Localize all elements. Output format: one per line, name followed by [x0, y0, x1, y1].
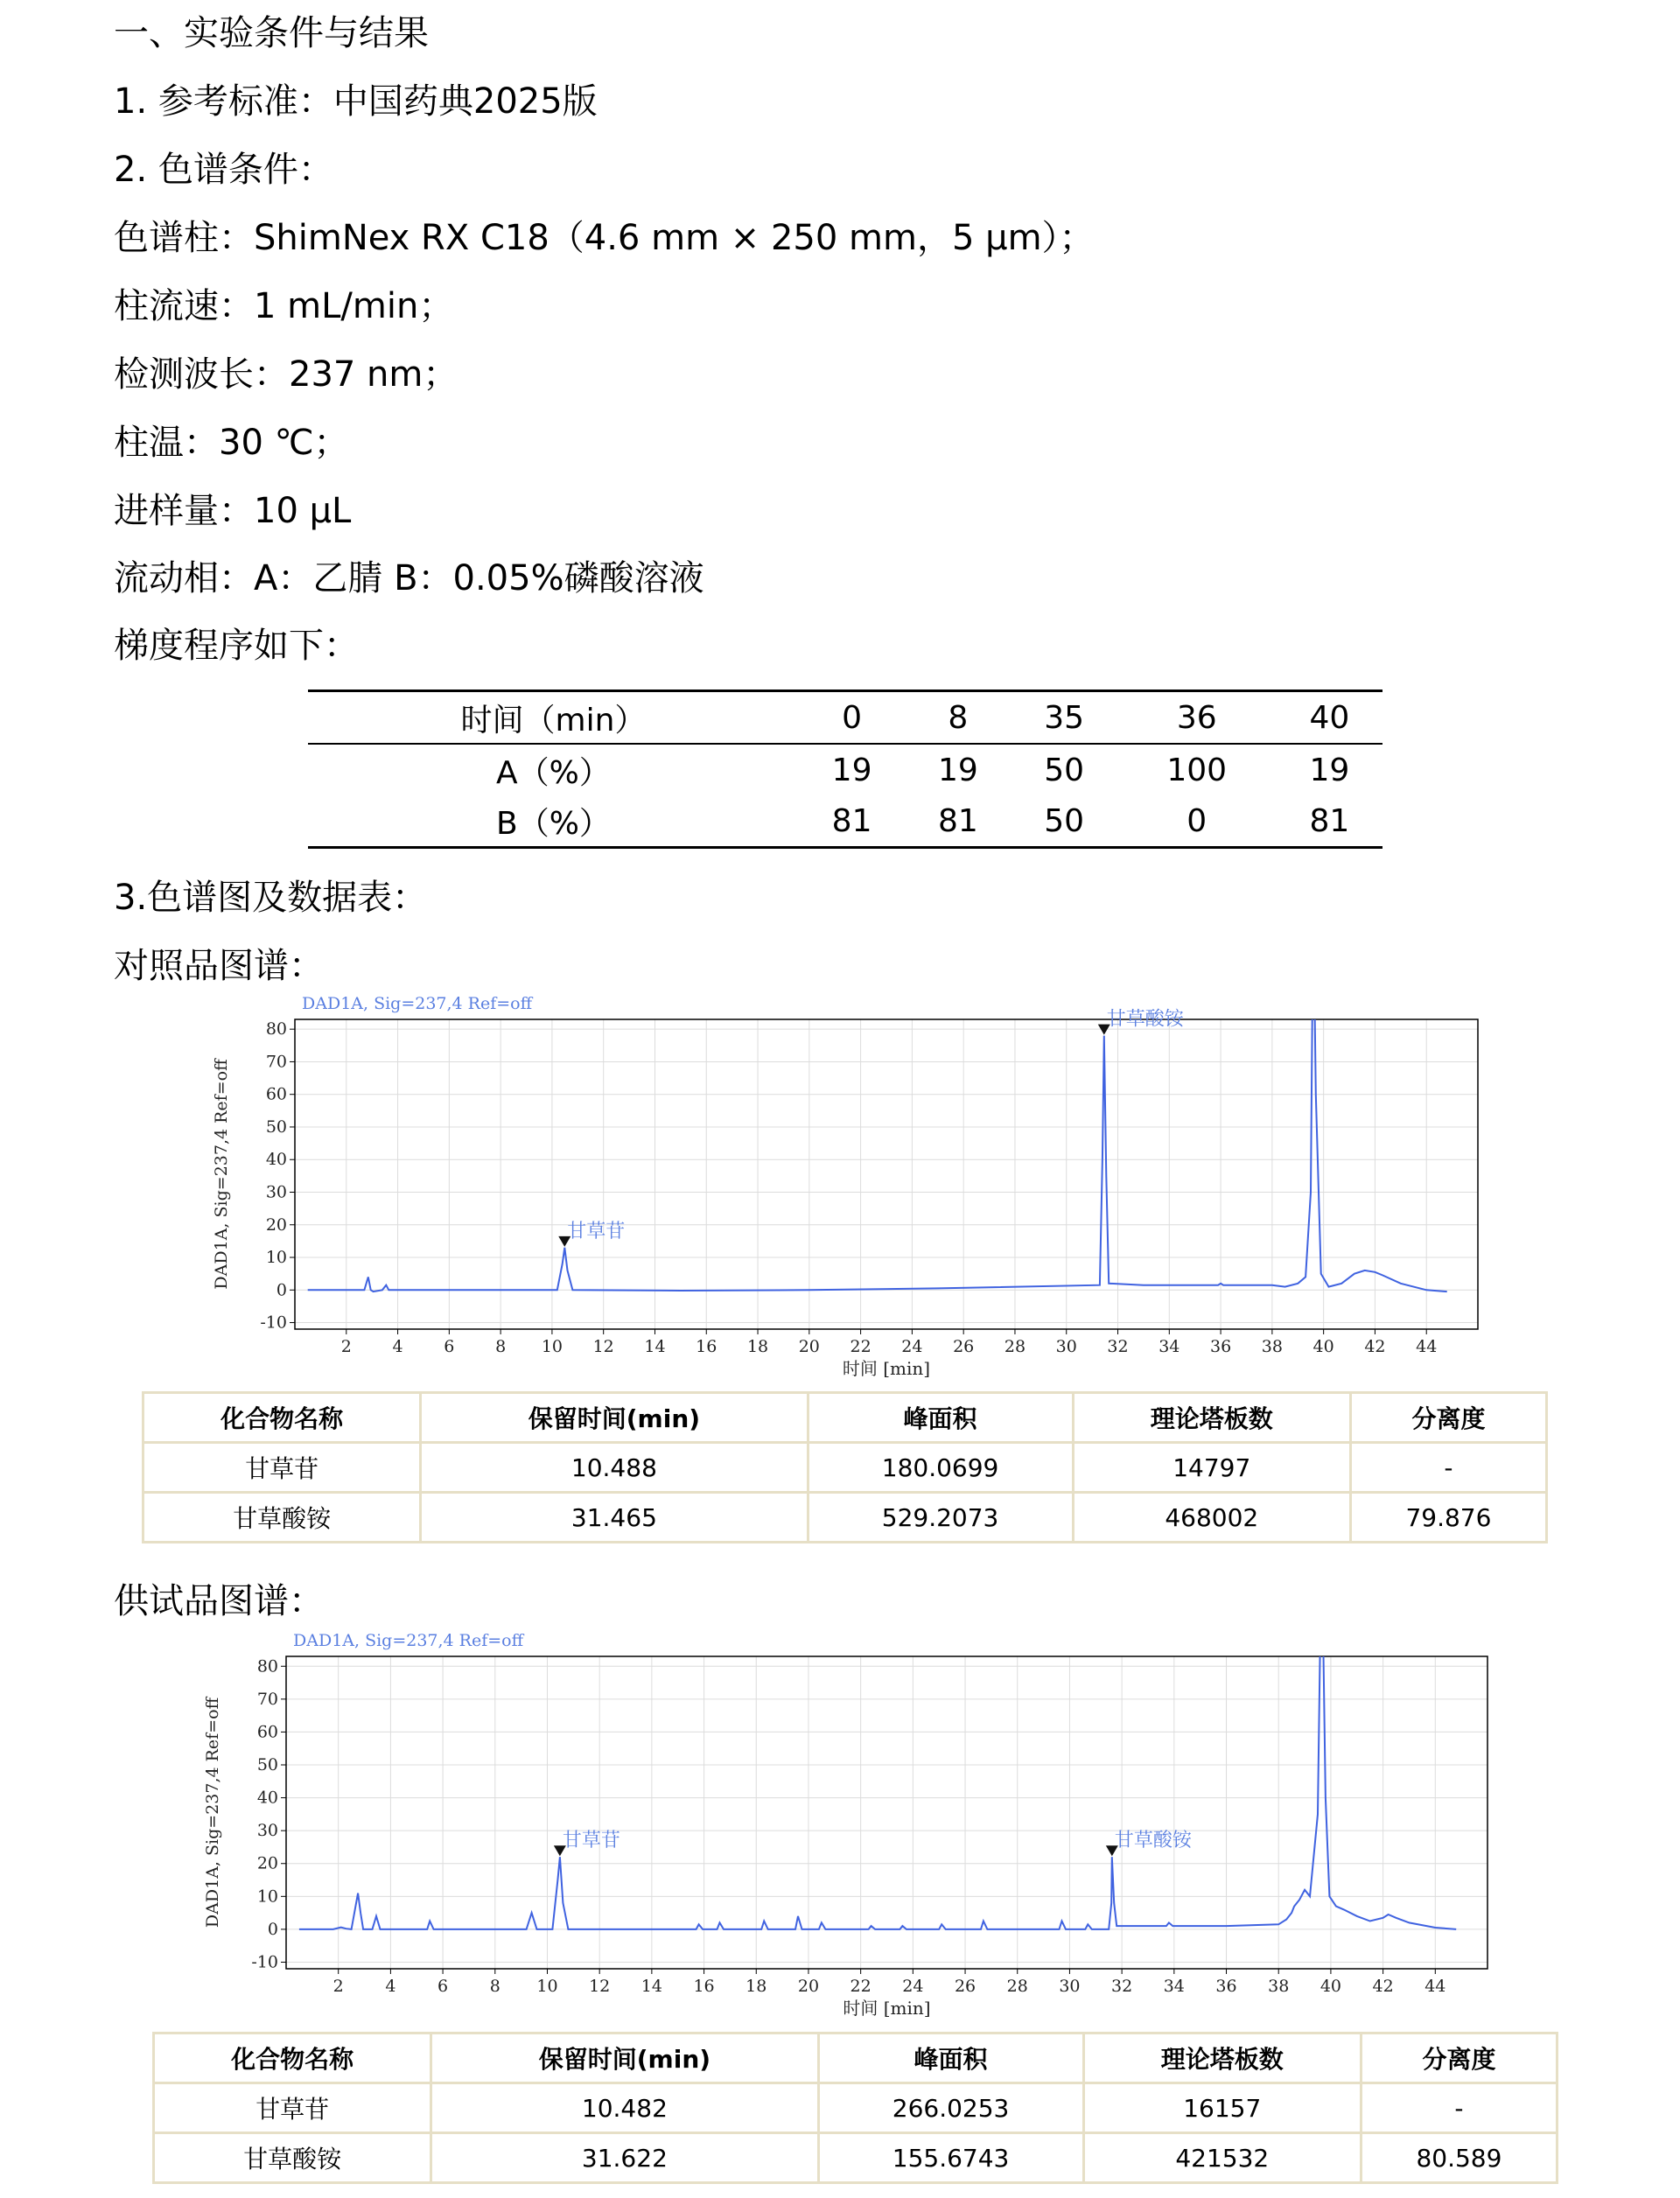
- chart-title: DAD1A, Sig=237,4 Ref=off: [293, 1631, 524, 1650]
- y-tick-label: 70: [265, 1052, 287, 1072]
- table-cell: 81: [799, 795, 905, 848]
- x-tick-label: 42: [1372, 1977, 1394, 1996]
- table-cell: 0: [1117, 795, 1277, 848]
- table-cell: 529.2073: [808, 1493, 1073, 1543]
- y-tick-label: 0: [276, 1280, 287, 1300]
- x-tick-label: 10: [536, 1977, 558, 1996]
- table-cell: 甘草苷: [154, 2083, 431, 2133]
- table-cell: 155.6743: [818, 2133, 1083, 2183]
- table-cell: 时间（min）: [308, 691, 799, 745]
- y-tick-label: -10: [260, 1312, 287, 1333]
- x-tick-label: 14: [644, 1337, 666, 1356]
- table-cell: 35: [1012, 691, 1117, 745]
- x-tick-label: 32: [1107, 1337, 1129, 1356]
- x-tick-label: 36: [1209, 1337, 1232, 1356]
- x-tick-label: 34: [1163, 1977, 1185, 1996]
- x-tick-label: 12: [589, 1977, 611, 1996]
- plot-area: [286, 1656, 1488, 1969]
- table-cell: 19: [1309, 752, 1350, 788]
- y-tick-label: 40: [256, 1788, 278, 1808]
- x-tick-label: 18: [746, 1337, 769, 1356]
- table-cell: 化合物名称: [144, 1393, 421, 1443]
- table-cell: 14797: [1073, 1443, 1350, 1493]
- flow-rate-line: 柱流速：1 mL/min；: [114, 286, 454, 326]
- reference-chromatogram-heading: 对照品图谱：: [114, 946, 324, 986]
- x-tick-label: 26: [953, 1337, 975, 1356]
- x-tick-label: 44: [1416, 1337, 1438, 1356]
- table-header-row: [144, 1393, 1547, 1443]
- table-cell: 0: [799, 691, 905, 745]
- x-tick-label: 2: [332, 1977, 344, 1996]
- table-cell: B（%）: [308, 795, 799, 848]
- table-cell: 421532: [1083, 2133, 1361, 2183]
- table-cell: 81: [1277, 795, 1382, 848]
- x-tick-label: 30: [1059, 1977, 1081, 1996]
- table-cell: A（%）: [496, 754, 611, 791]
- reference-standard: 1. 参考标准：中国药典2025版: [114, 81, 598, 122]
- x-tick-label: 8: [495, 1337, 507, 1356]
- x-tick-label: 22: [850, 1977, 872, 1996]
- x-tick-label: 38: [1268, 1977, 1290, 1996]
- table-cell: 甘草酸铵: [154, 2133, 431, 2183]
- x-tick-label: 16: [693, 1977, 715, 1996]
- section-title: 一、实验条件与结果: [114, 13, 429, 53]
- x-tick-label: 8: [489, 1977, 500, 1996]
- x-tick-label: 40: [1312, 1337, 1334, 1356]
- table-cell: 分离度: [1350, 1393, 1546, 1443]
- table-row: [144, 1443, 1547, 1493]
- column-temp-line: 柱温：30 ℃；: [114, 423, 349, 463]
- x-tick-label: 38: [1261, 1337, 1283, 1356]
- sample-chromatogram-heading: 供试品图谱：: [114, 1581, 324, 1621]
- x-tick-label: 16: [696, 1337, 718, 1356]
- x-tick-label: 4: [392, 1337, 403, 1356]
- column-line: 色谱柱：ShimNex RX C18（4.6 mm × 250 mm，5 μm）；: [114, 218, 1095, 258]
- table-row: [144, 1493, 1547, 1543]
- peak-label: 甘草苷: [567, 1220, 626, 1242]
- plot-area: [295, 1019, 1478, 1329]
- table-cell: -: [1350, 1443, 1546, 1493]
- table-cell: 19: [937, 752, 978, 788]
- table-cell: 31.465: [421, 1493, 808, 1543]
- table-cell: 50: [1012, 795, 1117, 848]
- y-tick-label: -10: [251, 1952, 278, 1972]
- table-row: [154, 2133, 1558, 2183]
- injection-volume-line: 进样量：10 μL: [114, 491, 352, 531]
- y-tick-label: 50: [265, 1116, 287, 1137]
- y-tick-label: 10: [256, 1886, 278, 1907]
- sample-results-table: [152, 2032, 1558, 2184]
- reference-chromatogram: [0, 989, 1680, 1391]
- y-tick-label: 10: [265, 1248, 287, 1268]
- table-cell: 468002: [1073, 1493, 1350, 1543]
- y-tick-label: 40: [265, 1150, 287, 1170]
- table-cell: 180.0699: [808, 1443, 1073, 1493]
- table-cell: 80.589: [1361, 2133, 1557, 2183]
- y-tick-label: 20: [265, 1214, 287, 1235]
- x-tick-label: 36: [1215, 1977, 1237, 1996]
- table-cell: 31.622: [431, 2133, 818, 2183]
- table-cell: 266.0253: [818, 2083, 1083, 2133]
- table-cell: 峰面积: [818, 2034, 1083, 2083]
- table-cell: 化合物名称: [154, 2034, 431, 2083]
- table-row: [308, 744, 1382, 795]
- y-axis-label: DAD1A, Sig=237,4 Ref=off: [203, 1697, 222, 1928]
- x-tick-label: 12: [592, 1337, 614, 1356]
- table-cell: 保留时间(min): [431, 2034, 818, 2083]
- gradient-heading: 梯度程序如下：: [114, 626, 359, 666]
- x-tick-label: 4: [385, 1977, 396, 1996]
- table-cell: 理论塔板数: [1073, 1393, 1350, 1443]
- y-tick-label: 50: [256, 1755, 278, 1775]
- y-tick-label: 80: [265, 1019, 287, 1040]
- x-tick-label: 20: [798, 1337, 820, 1356]
- wavelength-line: 检测波长：237 nm；: [114, 354, 458, 395]
- x-tick-label: 6: [438, 1977, 449, 1996]
- x-tick-label: 32: [1111, 1977, 1133, 1996]
- x-tick-label: 6: [444, 1337, 455, 1356]
- table-cell: 19: [831, 752, 872, 788]
- table-cell: -: [1361, 2083, 1557, 2133]
- x-tick-label: 20: [797, 1977, 820, 1996]
- peak-label: 甘草酸铵: [1106, 1008, 1184, 1031]
- table-cell: 36: [1117, 691, 1277, 745]
- x-tick-label: 18: [746, 1977, 767, 1996]
- table-cell: 分离度: [1361, 2034, 1557, 2083]
- x-tick-label: 14: [640, 1977, 662, 1996]
- x-axis-label: 时间 [min]: [842, 1358, 931, 1379]
- table-cell: 10.488: [421, 1443, 808, 1493]
- peak-label: 甘草酸铵: [1114, 1830, 1192, 1852]
- mobile-phase-line: 流动相：A：乙腈 B：0.05%磷酸溶液: [114, 558, 704, 598]
- x-tick-label: 28: [1006, 1977, 1028, 1996]
- x-tick-label: 30: [1055, 1337, 1077, 1356]
- y-tick-label: 60: [256, 1722, 278, 1742]
- x-tick-label: 34: [1158, 1337, 1180, 1356]
- table-cell: 16157: [1083, 2083, 1361, 2133]
- table-cell: 甘草酸铵: [144, 1493, 421, 1543]
- peak-label: 甘草苷: [562, 1830, 620, 1852]
- x-tick-label: 24: [902, 1977, 924, 1996]
- x-tick-label: 24: [901, 1337, 923, 1356]
- table-row: [308, 795, 1382, 848]
- y-tick-label: 80: [256, 1656, 278, 1676]
- table-cell: 100: [1166, 752, 1228, 788]
- y-tick-label: 30: [265, 1182, 287, 1202]
- y-tick-label: 20: [256, 1853, 278, 1873]
- table-cell: 50: [1044, 752, 1085, 788]
- table-cell: 理论塔板数: [1083, 2034, 1361, 2083]
- table-header-row: [154, 2034, 1558, 2083]
- x-tick-label: 22: [850, 1337, 872, 1356]
- x-tick-label: 28: [1004, 1337, 1026, 1356]
- x-tick-label: 26: [954, 1977, 976, 1996]
- table-cell: 8: [905, 691, 1011, 745]
- chromatography-heading: 2. 色谱条件：: [114, 150, 333, 190]
- table-cell: 10.482: [431, 2083, 818, 2133]
- table-cell: 79.876: [1350, 1493, 1546, 1543]
- y-tick-label: 60: [265, 1084, 287, 1104]
- x-tick-label: 10: [541, 1337, 564, 1356]
- chart-title: DAD1A, Sig=237,4 Ref=off: [302, 994, 533, 1013]
- y-tick-label: 70: [256, 1689, 278, 1709]
- y-axis-label: DAD1A, Sig=237,4 Ref=off: [212, 1059, 231, 1290]
- table-row: [308, 691, 1382, 745]
- table-cell: 81: [905, 795, 1011, 848]
- gradient-table: [308, 690, 1382, 849]
- reference-results-table: [142, 1391, 1548, 1544]
- table-row: [154, 2083, 1558, 2133]
- x-axis-label: 时间 [min]: [843, 1998, 931, 2019]
- x-tick-label: 2: [340, 1337, 352, 1356]
- y-tick-label: 0: [267, 1919, 278, 1939]
- x-tick-label: 42: [1364, 1337, 1386, 1356]
- table-cell: 峰面积: [808, 1393, 1073, 1443]
- table-cell: 甘草苷: [144, 1443, 421, 1493]
- x-tick-label: 40: [1320, 1977, 1342, 1996]
- x-tick-label: 44: [1424, 1977, 1446, 1996]
- table-cell: 保留时间(min): [421, 1393, 808, 1443]
- y-tick-label: 30: [256, 1821, 278, 1841]
- sample-chromatogram: [0, 1624, 1680, 2026]
- table-cell: 40: [1277, 691, 1382, 745]
- chromatogram-heading: 3.色谱图及数据表：: [114, 878, 428, 918]
